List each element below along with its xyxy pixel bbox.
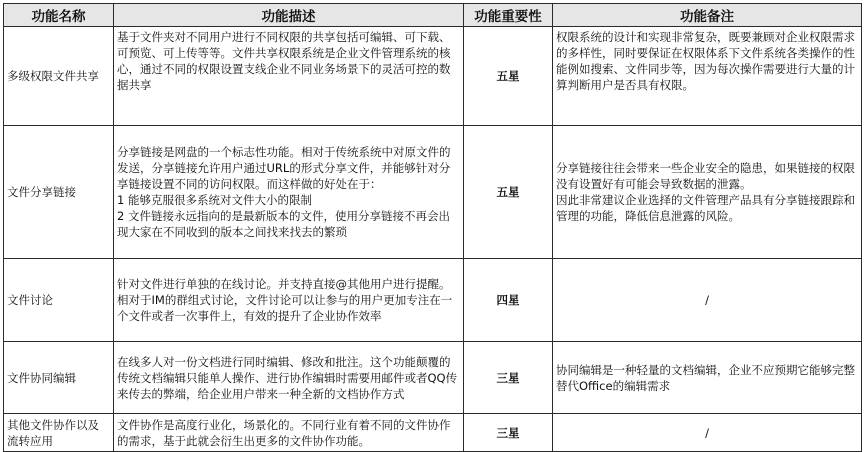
description-text: 分享链接是网盘的一个标志性功能。相对于传统系统中对原文件的发送，分享链接允许用户通过URL的形式分享文件，并能够针对分享链接设置不同的访问权限。而这样做的好处在于： bbox=[117, 145, 451, 191]
table-row bbox=[4, 259, 862, 342]
table-row bbox=[4, 126, 862, 259]
feature-description-cell bbox=[114, 27, 464, 126]
feature-description-cell bbox=[114, 126, 464, 259]
note-text: 分享链接往往会带来一些企业安全的隐患，如果链接的权限没有设置好有可能会导致数据的泄露。 bbox=[556, 161, 855, 191]
description-text: 1 能够克服很多系统对文件大小的限制 bbox=[117, 193, 312, 207]
importance-cell: 三星 bbox=[464, 414, 553, 452]
importance-cell: 五星 bbox=[464, 27, 553, 126]
description-text: 在线多人对一份文档进行同时编辑、修改和批注。这个功能颠覆的传统文档编辑只能单人操作、进行协作编辑时需要用邮件或者QQ传来传去的弊端，给企业用户带来一种全新的文档协作方式 bbox=[117, 354, 458, 401]
feature-description-cell bbox=[114, 342, 464, 414]
description-text: 2 文件链接永远指向的是最新版本的文件，使用分享链接不再会出现大家在不同收到的版本之间找来找去的繁琐 bbox=[117, 209, 450, 239]
feature-name-cell: 其他文件协作以及流转应用 bbox=[4, 414, 114, 452]
feature-description-cell bbox=[114, 414, 464, 452]
feature-note-cell bbox=[553, 414, 862, 452]
note-text: / bbox=[705, 293, 709, 307]
feature-note-cell bbox=[553, 259, 862, 342]
feature-note-cell bbox=[553, 27, 862, 126]
header-feature-description: 功能描述 bbox=[114, 4, 464, 27]
importance-cell: 三星 bbox=[464, 342, 553, 414]
feature-table bbox=[3, 3, 862, 452]
table-row bbox=[4, 342, 862, 414]
feature-name-cell: 文件讨论 bbox=[4, 259, 114, 342]
note-text: 协同编辑是一种轻量的文档编辑，企业不应预期它能够完整替代Office的编辑需求 bbox=[556, 362, 855, 393]
feature-name-cell: 多级权限文件共享 bbox=[4, 27, 114, 126]
feature-name-cell: 文件分享链接 bbox=[4, 126, 114, 259]
feature-note-cell bbox=[553, 126, 862, 259]
feature-table-container bbox=[3, 3, 862, 452]
feature-name-cell: 文件协同编辑 bbox=[4, 342, 114, 414]
description-text: 文件协作是高度行业化，场景化的。不同行业有着不同的文件协作的需求，基于此就会衍生出更多的文件协作功能。 bbox=[117, 417, 451, 448]
header-row bbox=[4, 4, 862, 27]
note-text: / bbox=[705, 425, 709, 440]
header-feature-note: 功能备注 bbox=[553, 4, 862, 27]
table-row bbox=[4, 27, 862, 126]
importance-cell: 四星 bbox=[464, 259, 553, 342]
header-feature-importance: 功能重要性 bbox=[464, 4, 553, 27]
table-row bbox=[4, 414, 862, 452]
description-text: 针对文件进行单独的在线讨论。并支持直接@其他用户进行提醒。相对于IM的群组式讨论，文件讨论可以让参与的用户更加专注在一个文件或者一次事件上，有效的提升了企业协作效率 bbox=[117, 277, 453, 323]
note-text: 因此非常建议企业选择的文件管理产品具有分享链接跟踪和管理的功能，降低信息泄露的风险。 bbox=[556, 193, 855, 223]
feature-description-cell bbox=[114, 259, 464, 342]
importance-cell: 五星 bbox=[464, 126, 553, 259]
header-feature-name: 功能名称 bbox=[4, 4, 114, 27]
feature-note-cell bbox=[553, 342, 862, 414]
note-text: 权限系统的设计和实现非常复杂，既要兼顾对企业权限需求的多样性，同时要保证在权限体系下文件系统各类操作的性能例如搜索、文件同步等，因为每次操作需要进行大量的计算判断用户是否具有权限。 bbox=[556, 30, 855, 92]
description-text: 基于文件夹对不同用户进行不同权限的共享包括可编辑、可下载、可预览、可上传等等。文件共享权限系统是企业文件管理系统的核心，通过不同的权限设置支线企业不同业务场景下的灵活可控的数据共享 bbox=[117, 30, 451, 92]
